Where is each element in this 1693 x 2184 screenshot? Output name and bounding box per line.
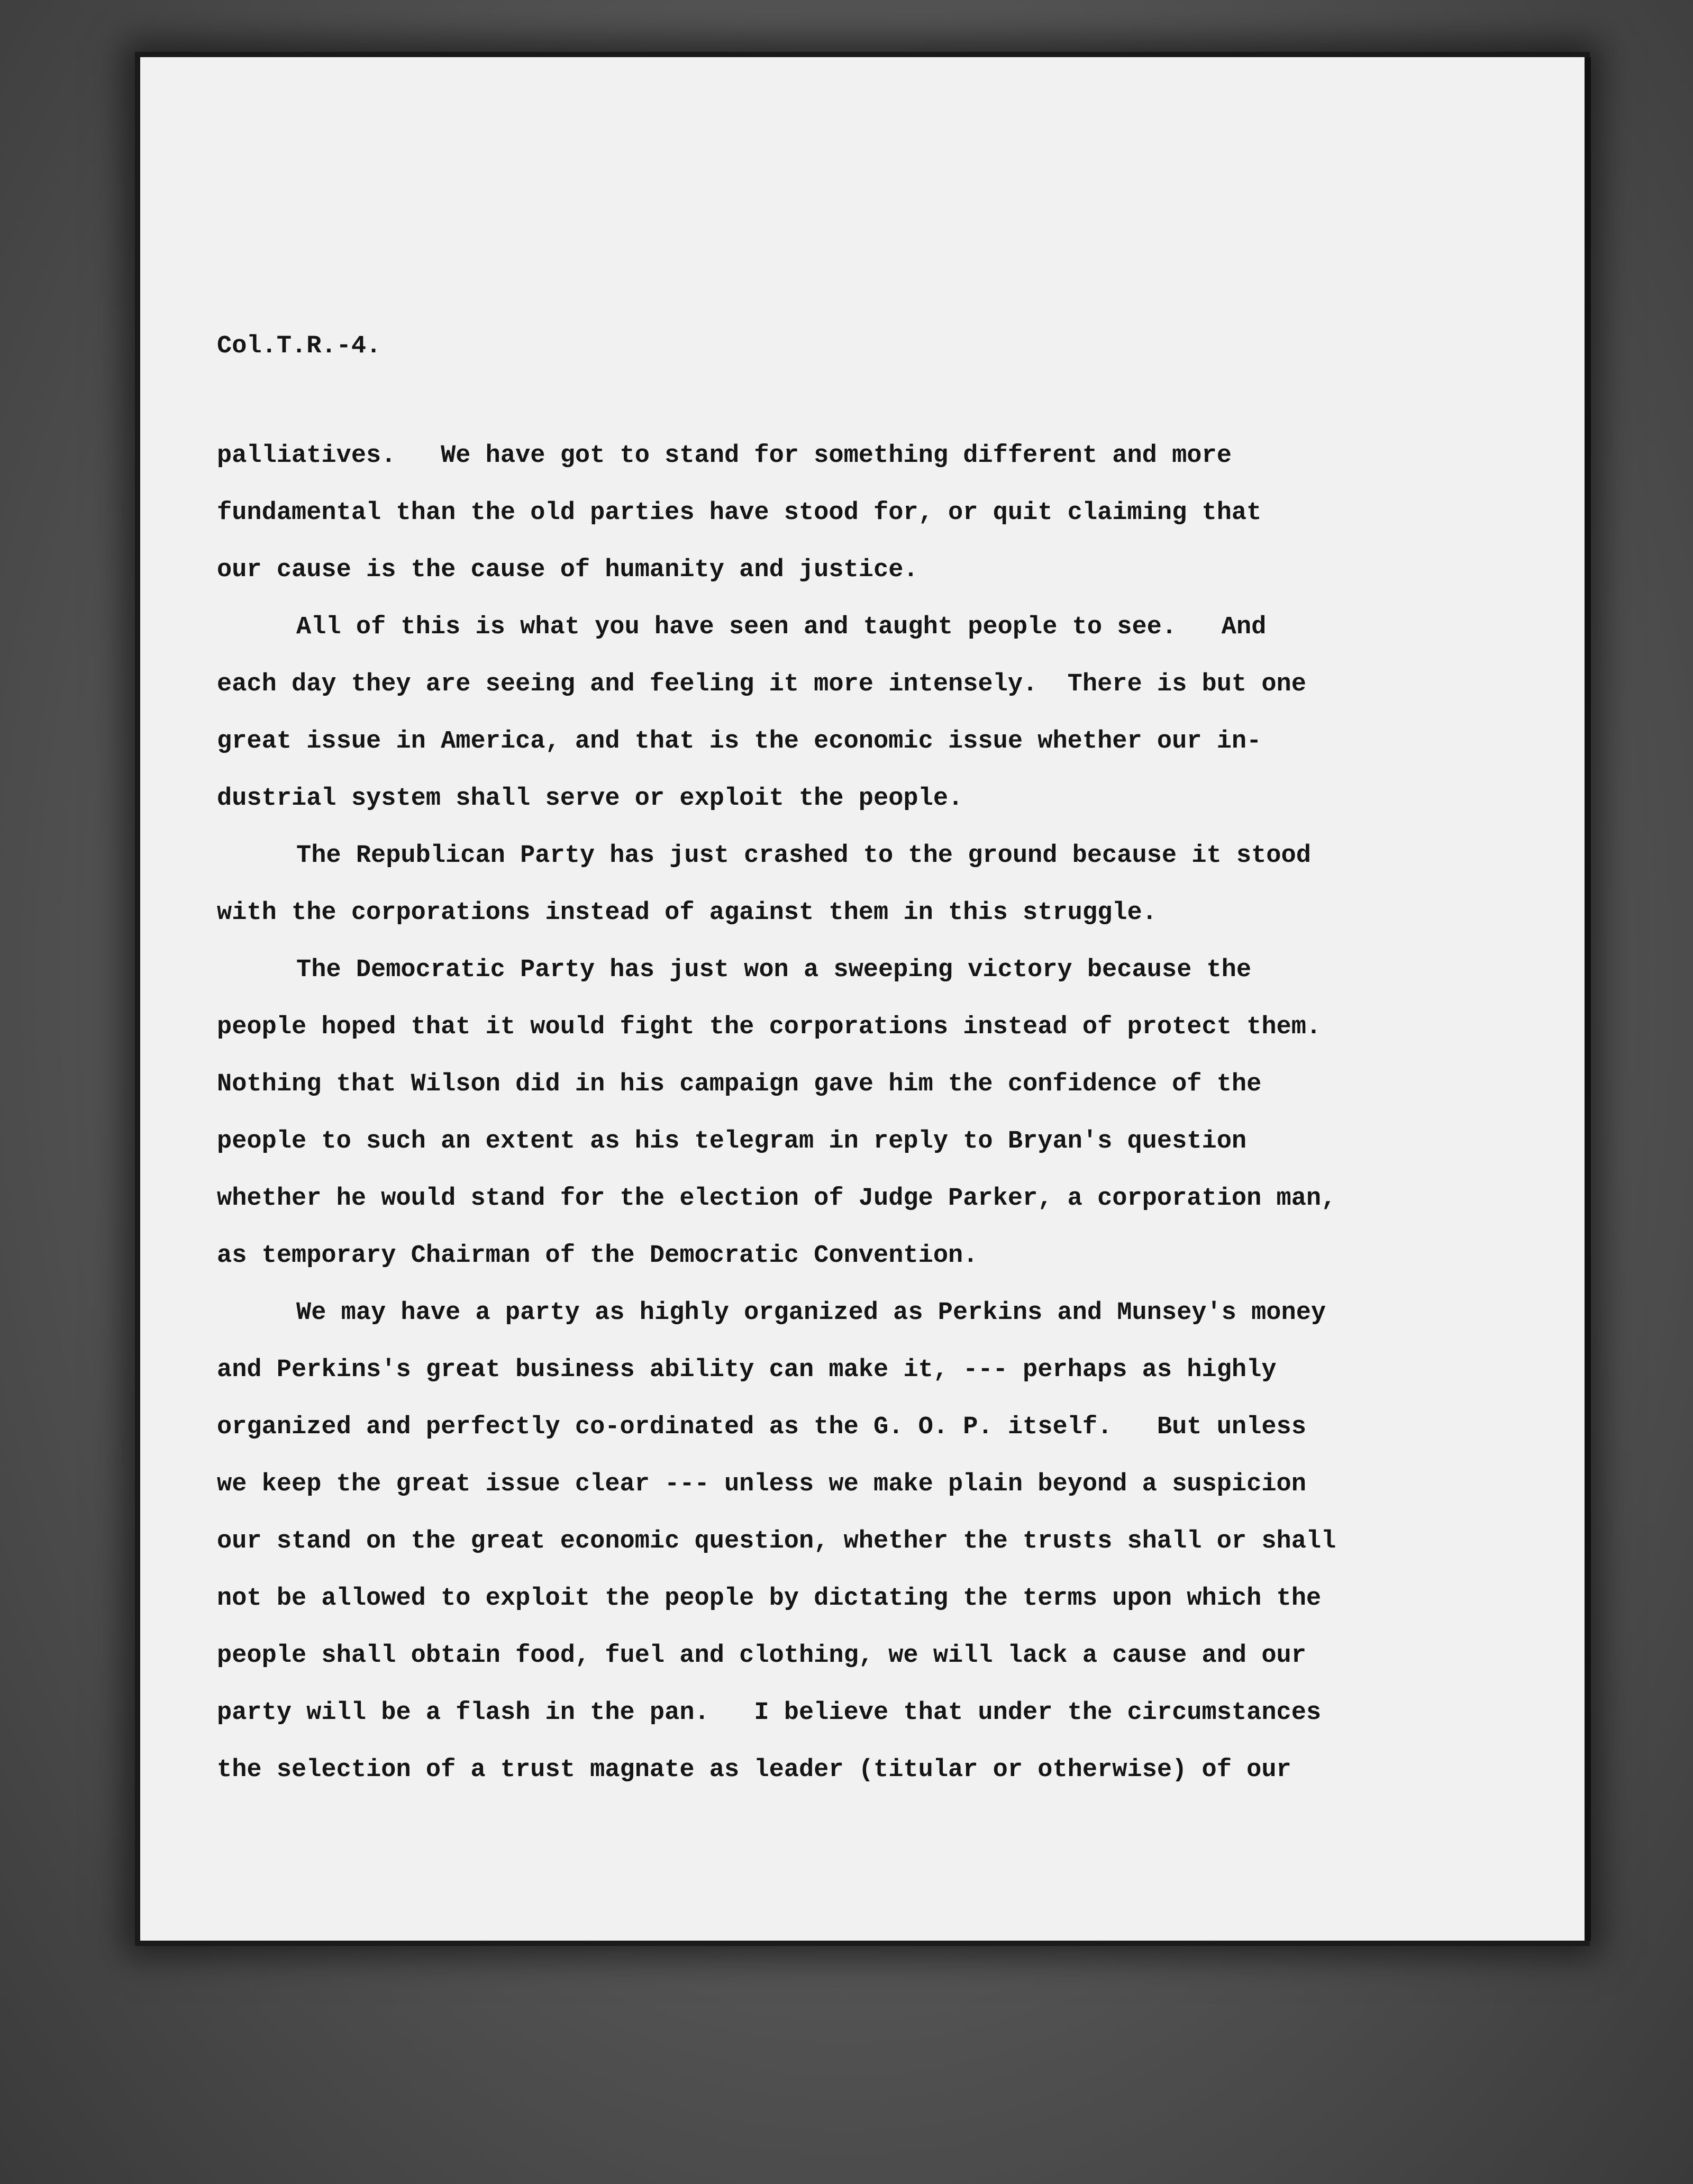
text-line: each day they are seeing and feeling it more intensely. There is but one	[217, 670, 1306, 698]
text-line: our cause is the cause of humanity and justice.	[217, 556, 918, 584]
text-line: Nothing that Wilson did in his campaign gave him the confidence of the	[217, 1070, 1262, 1098]
text-line: and Perkins's great business ability can make it, --- perhaps as highly	[217, 1356, 1277, 1384]
text-line: fundamental than the old parties have stood for, or quit claiming that	[217, 499, 1262, 527]
text-line: All of this is what you have seen and taught people to see. And	[296, 613, 1267, 641]
text-line: with the corporations instead of against them in this struggle.	[217, 899, 1157, 927]
text-line: people hoped that it would fight the corporations instead of protect them.	[217, 1013, 1322, 1041]
text-line: the selection of a trust magnate as leader (titular or otherwise) of our	[217, 1756, 1291, 1784]
text-line: people to such an extent as his telegram in reply to Bryan's question	[217, 1127, 1247, 1155]
text-line: as temporary Chairman of the Democratic Convention.	[217, 1242, 978, 1270]
page-header: Col.T.R.-4.	[217, 332, 381, 360]
typewritten-page	[140, 57, 1585, 1941]
text-line: not be allowed to exploit the people by dictating the terms upon which the	[217, 1585, 1322, 1613]
text-line: organized and perfectly co-ordinated as the G. O. P. itself. But unless	[217, 1413, 1306, 1441]
body-text	[217, 427, 1336, 1799]
text-line: great issue in America, and that is the economic issue whether our in-	[217, 727, 1262, 756]
text-line: We may have a party as highly organized as Perkins and Munsey's money	[296, 1299, 1326, 1327]
page-edge-shadow	[1585, 57, 1591, 1941]
text-line: our stand on the great economic question, whether the trusts shall or shall	[217, 1527, 1336, 1555]
text-line: The Republican Party has just crashed to the ground because it stood	[296, 842, 1311, 870]
text-line: palliatives. We have got to stand for something different and more	[217, 442, 1232, 470]
text-line: party will be a flash in the pan. I believe that under the circumstances	[217, 1699, 1322, 1727]
text-line: we keep the great issue clear --- unless we make plain beyond a suspicion	[217, 1470, 1306, 1498]
text-line: people shall obtain food, fuel and clothing, we will lack a cause and our	[217, 1642, 1306, 1670]
text-line: The Democratic Party has just won a sweeping victory because the	[296, 956, 1252, 984]
text-line: whether he would stand for the election of Judge Parker, a corporation man,	[217, 1185, 1336, 1213]
text-line: dustrial system shall serve or exploit the people.	[217, 785, 963, 813]
